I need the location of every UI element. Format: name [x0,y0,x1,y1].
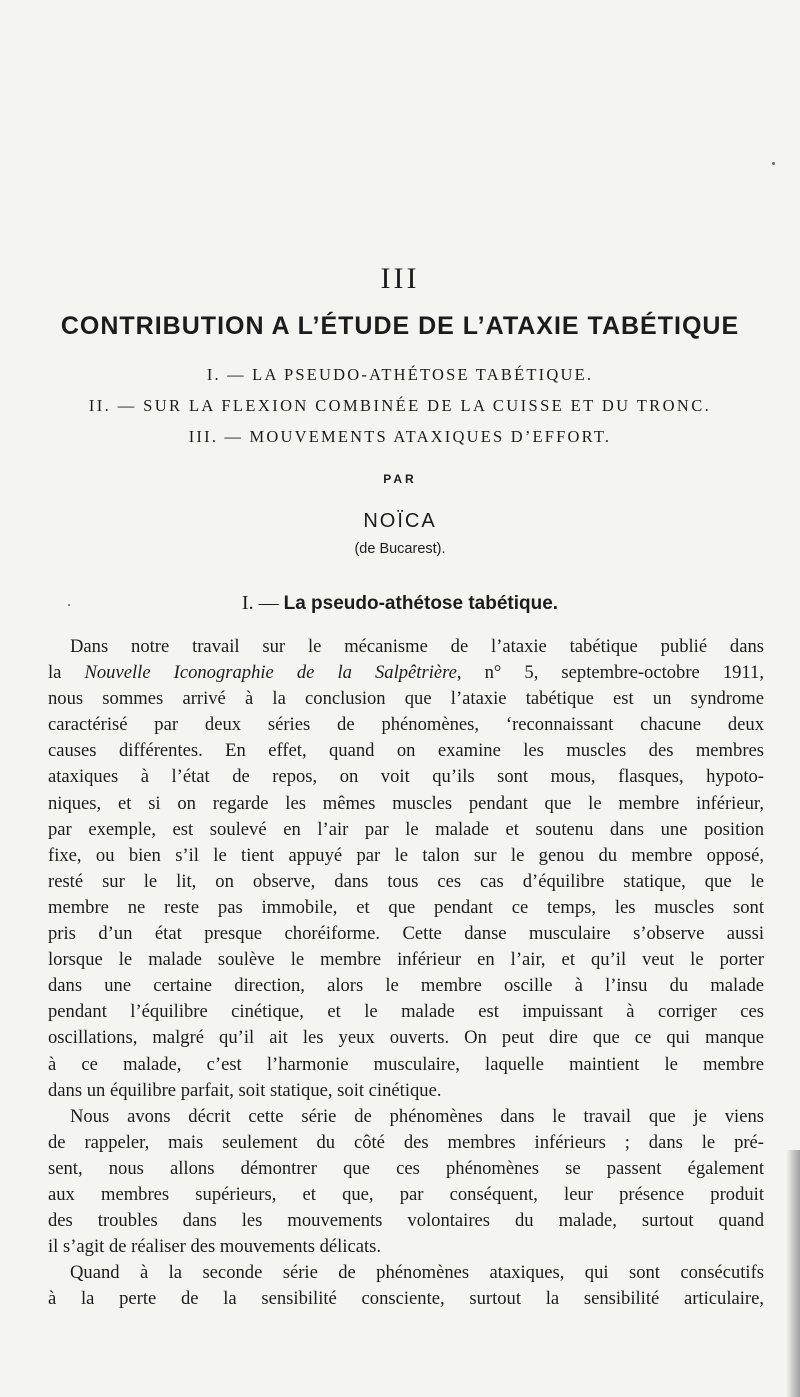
text-line: dans une certaine direction, alors le membre oscille à l’insu du malade [48,975,764,997]
text-line: sent, nous allons démontrer que ces phénomènes se passent également [48,1157,764,1179]
author-name: NOÏCA [363,510,437,532]
text-line: caractérisé par deux séries de phénomènes, ‘reconnaissant chacune deux [48,714,764,736]
text-line: Quand à la seconde série de phénomènes ataxiques, qui sont consécutifs [70,1262,764,1284]
journal-title: Nouvelle Iconographie de la Salpêtrière [84,662,457,684]
text-line: fixe, ou bien s’il le tient appuyé par le talon sur le genou du membre opposé, [48,844,764,866]
text-line: causes différentes. En effet, quand on examine les muscles des membres [48,740,764,762]
body-text [48,634,764,1312]
section-number: I. — [241,592,279,614]
text-line: pris d’un état presque choréiforme. Cette danse musculaire s’observe aussi [48,923,764,945]
text-line: de rappeler, mais seulement du côté des membres inférieurs ; dans le pré- [48,1131,764,1153]
article-title: CONTRIBUTION A L’ÉTUDE DE L’ATAXIE TABÉTIQUE [60,312,740,340]
text-line: il s’agit de réaliser des mouvements délicats. [48,1236,382,1258]
text-line: membre ne reste pas immobile, et que pendant ce temps, les muscles sont [48,896,764,918]
scan-edge-shadow [786,1150,800,1397]
scan-speck [772,162,775,165]
text-line: à ce malade, c’est l’harmonie musculaire, laquelle maintient le membre [48,1053,764,1075]
scan-speck [68,604,70,606]
text-line: resté sur le lit, on observe, dans tous ces cas d’équilibre statique, que le [48,870,764,892]
subtitle-1: I. — LA PSEUDO-ATHÉTOSE TABÉTIQUE. [206,365,594,384]
text-line: ataxiques à l’état de repos, on voit qu’ils sont mous, flasques, hypoto- [48,766,764,788]
text-line: lorsque le malade soulève le membre inférieur en l’air, et qu’il veut le porter [48,949,764,971]
text-line: Nous avons décrit cette série de phénomènes dans le travail que je viens [70,1105,764,1127]
author-affiliation: (de Bucarest). [354,541,446,557]
subtitle-2: II. — SUR LA FLEXION COMBINÉE DE LA CUISSE ET DU TRONC. [88,396,712,415]
text-line: par exemple, est soulevé en l’air par le malade et soutenu dans une position [48,818,764,840]
text-line: des troubles dans les mouvements volontaires du malade, surtout quand [48,1210,764,1232]
section-heading [0,592,800,615]
chapter-number: III [380,262,420,295]
par-label: PAR [383,472,417,486]
text-line: nous sommes arrivé à la conclusion que l’ataxie tabétique est un syndrome [48,688,764,710]
text-line: oscillations, malgré qu’il ait les yeux ouverts. On peut dire que ce qui manque [48,1027,764,1049]
text-line: dans un équilibre parfait, soit statique, soit cinétique. [48,1079,442,1101]
text-line: pendant l’équilibre cinétique, et le malade est impuissant à corriger ces [48,1001,764,1023]
text-line: la Nouvelle Iconographie de la Salpêtrière, n° 5, septembre-octobre 1911, [48,662,764,684]
section-title: La pseudo-athétose tabétique. [283,593,559,614]
text-line: aux membres supérieurs, et que, par conséquent, leur présence produit [48,1183,764,1205]
subtitle-3: III. — MOUVEMENTS ATAXIQUES D’EFFORT. [188,427,612,446]
text-line: niques, et si on regarde les mêmes muscles pendant que le membre inférieur, [48,792,764,814]
text-line: à la perte de la sensibilité consciente, surtout la sensibilité articulaire, [48,1288,764,1310]
text-line: Dans notre travail sur le mécanisme de l’ataxie tabétique publié dans [70,636,764,657]
